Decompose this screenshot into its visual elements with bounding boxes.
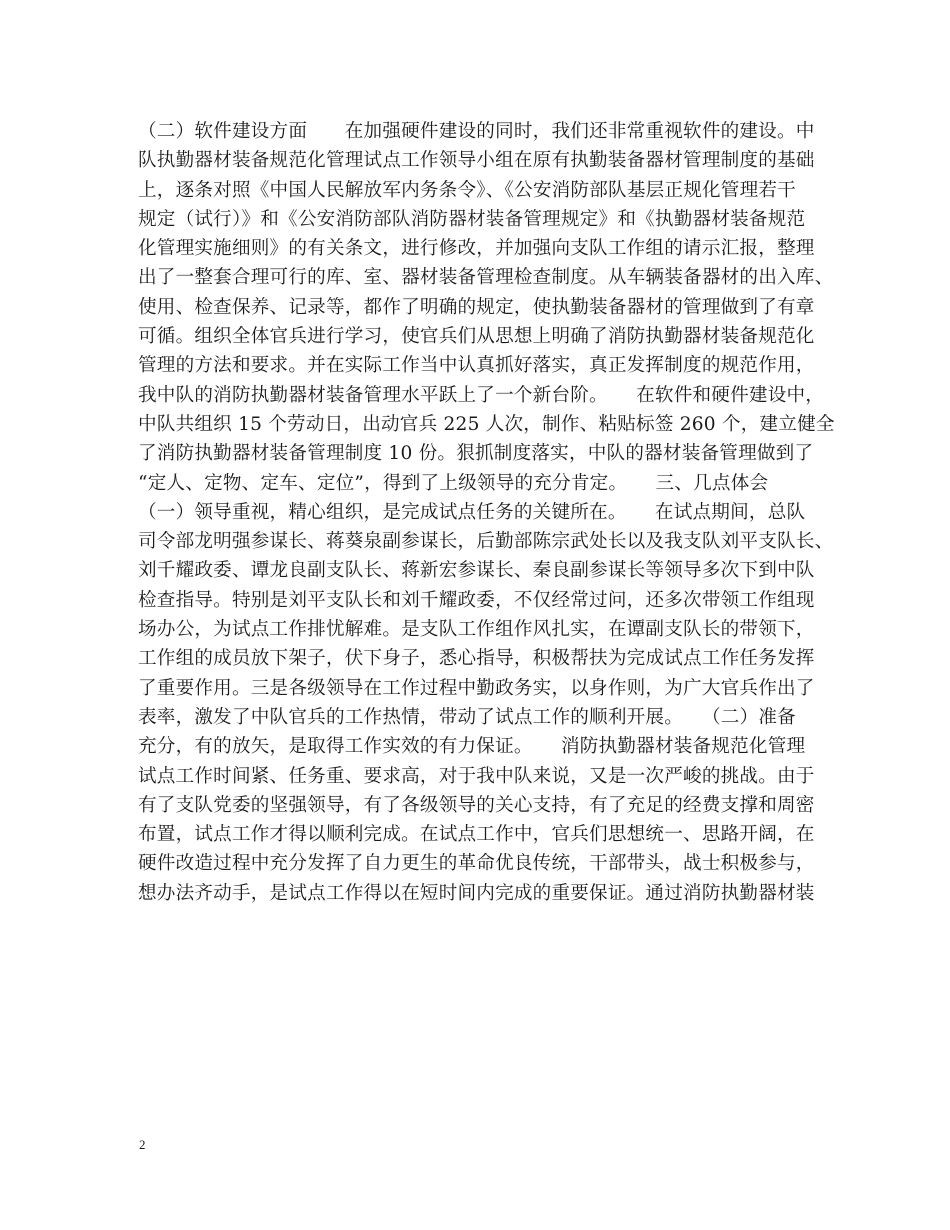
page-number: 2 <box>139 1137 146 1152</box>
text-line: 我中队的消防执勤器材装备管理水平跃上了一个新台阶。 在软件和硬件建设中， <box>138 384 825 406</box>
text-line: 化管理实施细则》的有关条文，进行修改，并加强向支队工作组的请示汇报，整理 <box>138 238 815 260</box>
text-line: 试点工作时间紧、任务重、要求高，对于我中队来说，又是一次严峻的挑战。由于 <box>138 765 815 787</box>
text-line: （二）软件建设方面 在加强硬件建设的同时，我们还非常重视软件的建设。中 <box>138 121 815 142</box>
text-line: 可循。组织全体官兵进行学习，使官兵们从思想上明确了消防执勤器材装备规范化 <box>138 326 815 348</box>
text-line: 出了一整套合理可行的库、室、器材装备管理检查制度。从车辆装备器材的出入库、 <box>138 267 834 289</box>
text-line: 规定（试行）》和《公安消防部队消防器材装备管理规定》和《执勤器材装备规范 <box>138 208 806 230</box>
text-line: 刘千耀政委、谭龙良副支队长、蒋新宏参谋长、秦良副参谋长等领导多次下到中队 <box>138 560 815 582</box>
text-line: （一）领导重视，精心组织，是完成试点任务的关键所在。 在试点期间，总队 <box>138 501 806 523</box>
text-line: 想办法齐动手，是试点工作得以在短时间内完成的重要保证。通过消防执勤器材装 <box>138 882 815 904</box>
text-line: 了重要作用。三是各级领导在工作过程中勤政务实，以身作则，为广大官兵作出了 <box>138 677 815 699</box>
text-line: 了消防执勤器材装备管理制度 10 份。狠抓制度落实，中队的器材装备管理做到了 <box>138 443 814 465</box>
text-line: 司令部龙明强参谋长、蒋葵泉副参谋长，后勤部陈宗武处长以及我支队刘平支队长、 <box>138 531 834 553</box>
text-line: 场办公，为试点工作排忧解难。是支队工作组作风扎实，在谭副支队长的带领下， <box>138 619 815 641</box>
text-line: 工作组的成员放下架子，伏下身子，悉心指导，积极帮扶为完成试点工作任务发挥 <box>138 648 815 670</box>
text-line: 队执勤器材装备规范化管理试点工作领导小组在原有执勤装备器材管理制度的基础 <box>138 150 815 172</box>
text-line: 充分，有的放矢，是取得工作实效的有力保证。 消防执勤器材装备规范化管理 <box>138 736 806 758</box>
text-line: “定人、定物、定车、定位”，得到了上级领导的充分肯定。 三、几点体会 <box>138 472 769 494</box>
body-text <box>138 117 838 908</box>
text-line: 检查指导。特别是刘平支队长和刘千耀政委，不仅经常过问，还多次带领工作组现 <box>138 589 815 611</box>
text-line: 中队共组织 15 个劳动日，出动官兵 225 人次，制作、粘贴标签 260 个，建立健全 <box>138 413 835 435</box>
text-line: 布置，试点工作才得以顺利完成。在试点工作中，官兵们思想统一、思路开阔，在 <box>138 824 815 846</box>
text-line: 有了支队党委的坚强领导，有了各级领导的关心支持，有了充足的经费支撑和周密 <box>138 794 815 816</box>
text-line: 硬件改造过程中充分发挥了自力更生的革命优良传统，干部带头，战士积极参与， <box>138 853 815 875</box>
text-line: 管理的方法和要求。并在实际工作当中认真抓好落实，真正发挥制度的规范作用， <box>138 355 815 377</box>
text-line: 使用、检查保养、记录等，都作了明确的规定，使执勤装备器材的管理做到了有章 <box>138 296 815 318</box>
text-line: 上，逐条对照《中国人民解放军内务条令》、《公安消防部队基层正规化管理若干 <box>138 179 796 201</box>
text-line: 表率，激发了中队官兵的工作热情，带动了试点工作的顺利开展。 （二）准备 <box>138 706 796 728</box>
